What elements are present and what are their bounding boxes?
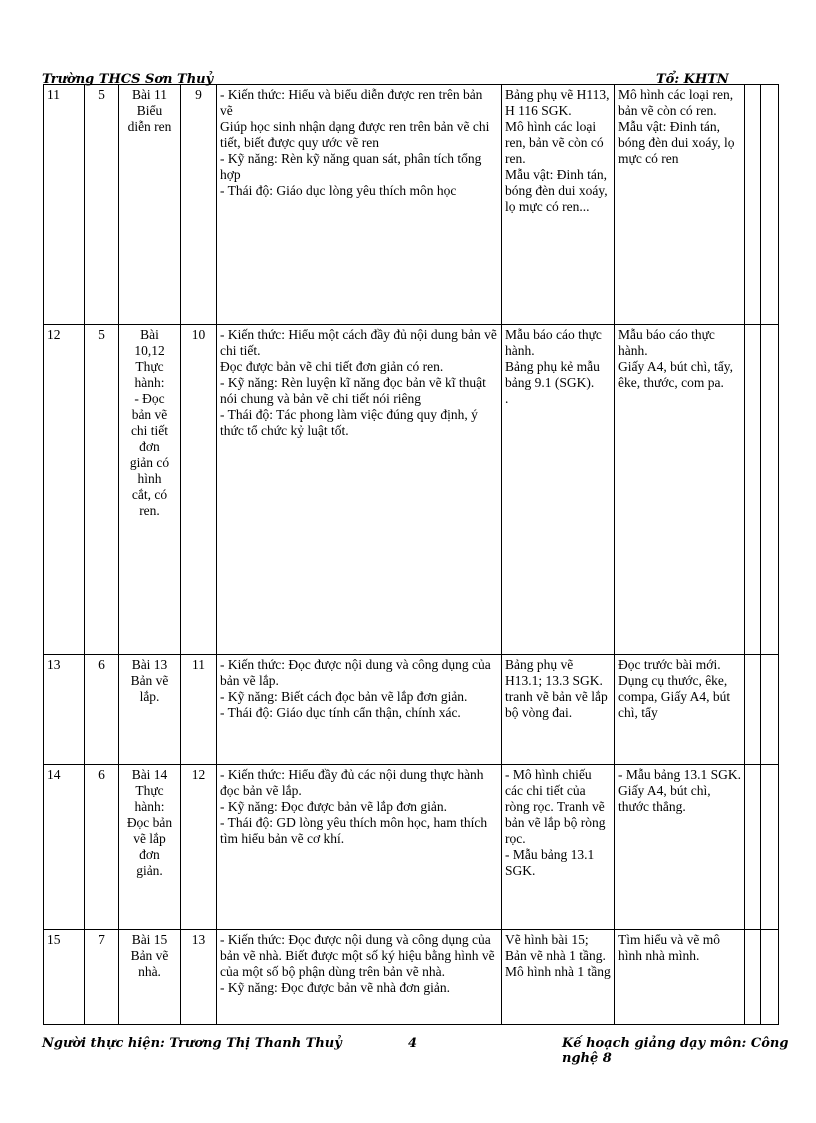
table-row <box>44 765 779 930</box>
row-number: 13 <box>44 655 85 765</box>
teacher-materials-cell-line: tranh vẽ bản vẽ lắp bộ vòng đai. <box>505 689 608 720</box>
lesson-title-line: hành: <box>134 375 165 390</box>
week-cell: 5 <box>85 325 119 655</box>
student-materials-cell-line: Tìm hiểu và vẽ mô hình nhà mình. <box>618 932 720 963</box>
student-materials-cell-line: Mô hình các loại ren, bản vẽ còn có ren. <box>618 87 734 118</box>
teacher-materials-cell-line: Bảng phụ kẻ mẫu bảng 9.1 (SGK). <box>505 359 600 390</box>
lesson-title-line: bản vẽ <box>131 407 168 422</box>
objectives-cell-line: - Kỹ năng: Đọc được bản vẽ lắp đơn giản. <box>220 799 448 814</box>
student-materials-cell <box>615 655 745 765</box>
teacher-materials-cell <box>502 655 615 765</box>
lesson-title-cell <box>119 325 181 655</box>
lesson-title-line: - Đọc <box>134 391 165 406</box>
lesson-title-line: đơn <box>139 439 160 454</box>
objectives-cell-line: - Kỹ năng: Rèn luyện kĩ năng đọc bản vẽ kĩ thuật nói chung và bản vẽ chi tiết nói riêng <box>220 375 486 406</box>
objectives-cell-line: - Kiến thức: Đọc được nội dung và công dụng của bản vẽ nhà. Biết được một số ký hiệu bằng hình vẽ của một số bộ phận dùng trên bản vẽ nhà. <box>220 932 495 979</box>
empty-cell <box>761 655 779 765</box>
lesson-title-cell <box>119 765 181 930</box>
table-row <box>44 85 779 325</box>
student-materials-cell-line: - Mẫu bảng 13.1 SGK. Giấy A4, bút chì, thước thẳng. <box>618 767 741 814</box>
teacher-materials-cell-line: Mô hình các loại ren, bản vẽ còn có ren. <box>505 119 604 166</box>
empty-cell <box>745 765 761 930</box>
teacher-materials-cell-line: Bảng phụ vẽ H13.1; 13.3 SGK. <box>505 657 603 688</box>
student-materials-cell-line: Dụng cụ thước, êke, compa, Giấy A4, bút chì, tẩy <box>618 673 731 720</box>
lesson-title-line: Bài 11 <box>131 87 168 102</box>
objectives-cell-line: - Kỹ năng: Đọc được bản vẽ nhà đơn giản. <box>220 980 451 995</box>
lesson-title-line: nhà. <box>138 964 161 979</box>
week-cell: 6 <box>85 655 119 765</box>
empty-cell <box>761 85 779 325</box>
teacher-materials-cell-line: Bảng phụ vẽ H113, H 116 SGK. <box>505 87 610 118</box>
lesson-title-line: diễn ren <box>127 119 172 134</box>
lesson-title-line: hình <box>137 471 162 486</box>
lesson-title-line: Bản vẽ <box>130 673 169 688</box>
lesson-title-line: Biểu <box>136 103 163 118</box>
lesson-title-line: chi tiết <box>130 423 169 438</box>
empty-cell <box>745 85 761 325</box>
lesson-plan-table <box>43 84 779 1025</box>
objectives-cell <box>217 325 502 655</box>
week-cell: 5 <box>85 85 119 325</box>
lesson-title-line: lắp. <box>139 689 160 704</box>
student-materials-cell <box>615 85 745 325</box>
period-cell: 13 <box>181 930 217 1025</box>
objectives-cell <box>217 85 502 325</box>
teacher-materials-cell <box>502 765 615 930</box>
row-number: 12 <box>44 325 85 655</box>
lesson-title-line: Bài 14 <box>131 767 168 782</box>
teacher-materials-cell <box>502 85 615 325</box>
objectives-cell-line: - Thái độ: Giáo dục lòng yêu thích môn học <box>220 183 457 198</box>
lesson-title-line: cắt, có <box>131 487 168 502</box>
teacher-materials-cell <box>502 930 615 1025</box>
teacher-materials-cell-line: - Mẫu bảng 13.1 SGK. <box>505 847 595 878</box>
student-materials-cell-line: Giấy A4, bút chì, tẩy, êke, thước, com pa. <box>618 359 733 390</box>
objectives-cell-line: Đọc được bản vẽ chi tiết đơn giản có ren. <box>220 359 444 374</box>
lesson-title-line: vẽ lắp <box>133 831 166 846</box>
lesson-title-line: Thực <box>135 359 164 374</box>
empty-cell <box>761 765 779 930</box>
objectives-cell-line: - Kiến thức: Hiểu và biểu diễn được ren trên bản vẽ <box>220 87 483 118</box>
empty-cell <box>761 325 779 655</box>
week-cell: 6 <box>85 765 119 930</box>
footer-plan-title: Kế hoạch giảng dạy môn: Công nghệ 8 <box>562 1036 789 1066</box>
lesson-title-line: Bài 15 <box>131 932 168 947</box>
empty-cell <box>745 930 761 1025</box>
week-cell: 7 <box>85 930 119 1025</box>
lesson-title-line: giản có <box>129 455 170 470</box>
teacher-materials-cell-line: Mô hình nhà 1 tầng <box>505 964 611 979</box>
page-number: 4 <box>408 1036 418 1051</box>
lesson-title-line: hành: <box>134 799 165 814</box>
row-number: 11 <box>44 85 85 325</box>
row-number: 14 <box>44 765 85 930</box>
lesson-title-line: 10,12 <box>134 343 165 358</box>
lesson-title-line: đơn <box>139 847 160 862</box>
table-row <box>44 655 779 765</box>
objectives-cell-line: - Thái độ: Tác phong làm việc đúng quy định, ý thức tổ chức kỷ luật tốt. <box>220 407 478 438</box>
empty-cell <box>745 325 761 655</box>
period-cell: 10 <box>181 325 217 655</box>
lesson-title-line: Thực <box>135 783 164 798</box>
objectives-cell-line: - Thái độ: Giáo dục tính cẩn thận, chính xác. <box>220 705 461 720</box>
student-materials-cell-line: Đọc trước bài mới. <box>618 657 721 672</box>
teacher-materials-cell-line: - Mô hình chiếu các chi tiết của ròng rọc. Tranh vẽ bản vẽ lắp bộ ròng rọc. <box>505 767 606 846</box>
student-materials-cell <box>615 930 745 1025</box>
lesson-title-line: Bản vẽ <box>130 948 169 963</box>
teacher-materials-cell-line: Mẫu vật: Đinh tán, bóng đèn dui xoáy, lọ mực có ren... <box>505 167 608 214</box>
table-row <box>44 930 779 1025</box>
lesson-title-cell <box>119 655 181 765</box>
objectives-cell <box>217 655 502 765</box>
objectives-cell-line: - Kiến thức: Hiểu đầy đủ các nội dung thực hành đọc bản vẽ lắp. <box>220 767 484 798</box>
objectives-cell-line: - Thái độ: GD lòng yêu thích môn học, ham thích tìm hiểu bản vẽ cơ khí. <box>220 815 488 846</box>
school-name: Trường THCS Sơn Thuỷ <box>42 72 214 87</box>
lesson-title-line: Đọc bản <box>126 815 173 830</box>
footer-author: Người thực hiện: Trương Thị Thanh Thuỷ <box>42 1036 342 1051</box>
objectives-cell <box>217 765 502 930</box>
teacher-materials-cell <box>502 325 615 655</box>
period-cell: 11 <box>181 655 217 765</box>
department-name: Tổ: KHTN <box>656 72 729 87</box>
objectives-cell <box>217 930 502 1025</box>
period-cell: 12 <box>181 765 217 930</box>
empty-cell <box>745 655 761 765</box>
lesson-title-line: Bài 13 <box>131 657 168 672</box>
teacher-materials-cell-line: Vẽ hình bài 15; Bản vẽ nhà 1 tầng. <box>505 932 606 963</box>
student-materials-cell <box>615 325 745 655</box>
period-cell: 9 <box>181 85 217 325</box>
lesson-title-line: ren. <box>139 503 160 518</box>
lesson-title-cell <box>119 85 181 325</box>
objectives-cell-line: Giúp học sinh nhận dạng được ren trên bản vẽ chi tiết, biết được quy ước vẽ ren <box>220 119 490 150</box>
objectives-cell-line: - Kiến thức: Đọc được nội dung và công dụng của bản vẽ lắp. <box>220 657 491 688</box>
table-row <box>44 325 779 655</box>
objectives-cell-line: - Kỹ năng: Rèn kỹ năng quan sát, phân tích tổng hợp <box>220 151 482 182</box>
student-materials-cell-line: Mẫu báo cáo thực hành. <box>618 327 715 358</box>
objectives-cell-line: - Kiến thức: Hiểu một cách đầy đủ nội dung bản vẽ chi tiết. <box>220 327 497 358</box>
lesson-title-line: giản. <box>136 863 163 878</box>
lesson-title-cell <box>119 930 181 1025</box>
objectives-cell-line: - Kỹ năng: Biết cách đọc bản vẽ lắp đơn giản. <box>220 689 468 704</box>
lesson-title-line: Bài <box>140 327 159 342</box>
student-materials-cell-line: Mẫu vật: Đinh tán, bóng đèn dui xoáy, lọ mực có ren <box>618 119 735 166</box>
teacher-materials-cell-line: . <box>505 391 509 406</box>
student-materials-cell <box>615 765 745 930</box>
empty-cell <box>761 930 779 1025</box>
teacher-materials-cell-line: Mẫu báo cáo thực hành. <box>505 327 602 358</box>
row-number: 15 <box>44 930 85 1025</box>
